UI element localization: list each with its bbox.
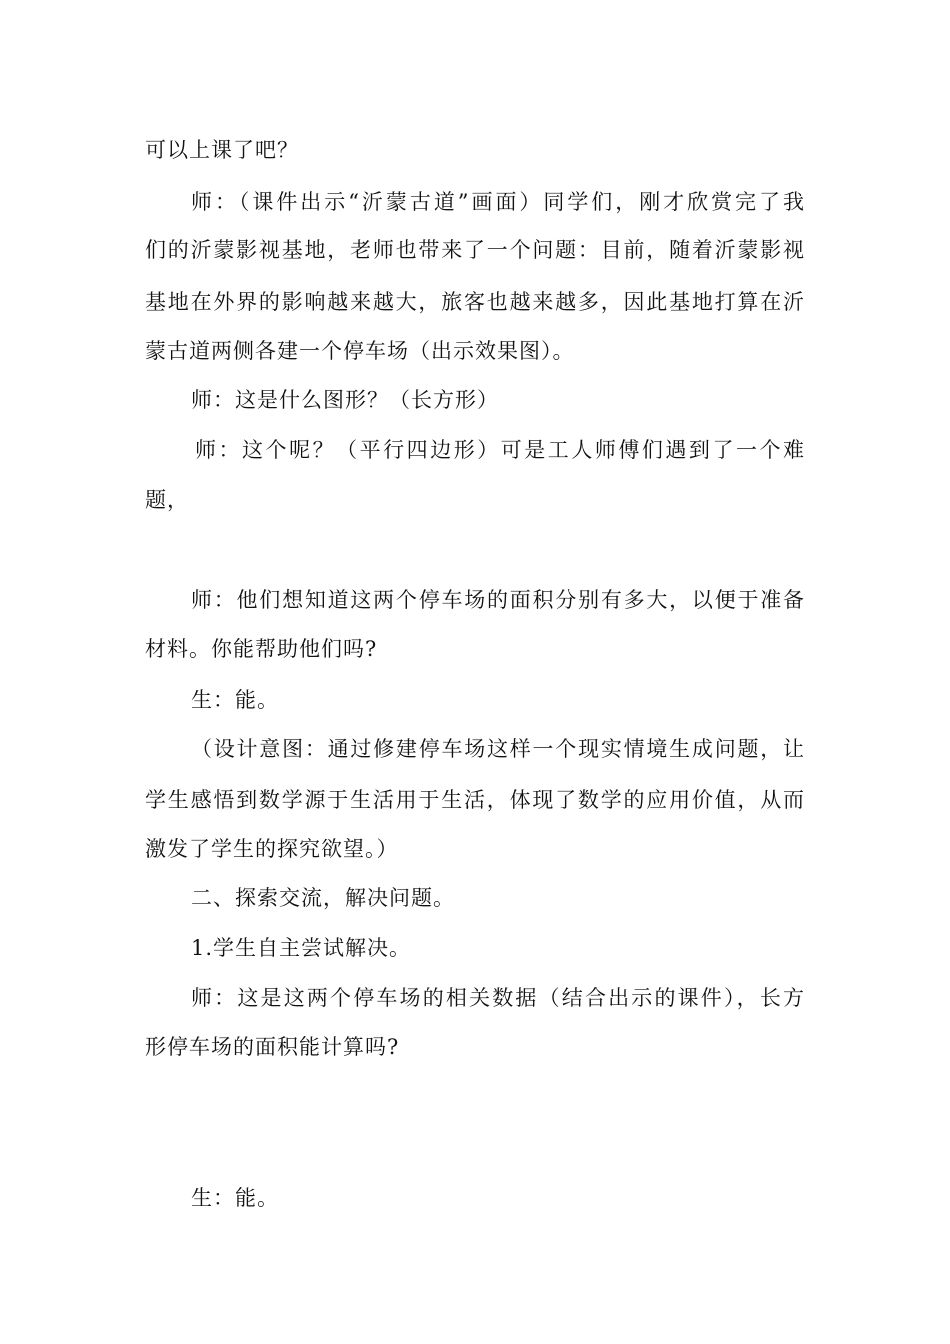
text-line: 学生感悟到数学源于生活用于生活，体现了数学的应用价值，从而 (145, 788, 805, 812)
text-line: 们的沂蒙影视基地，老师也带来了一个问题：目前，随着沂蒙影视 (145, 238, 805, 262)
text-line: 形停车场的面积能计算吗? (145, 1035, 400, 1059)
text-line: 材料。你能帮助他们吗? (145, 637, 378, 661)
text-line: 师：（课件出示“沂蒙古道”画面）同学们，刚才欣赏完了我 (191, 190, 805, 214)
text-line: 师：这个呢？（平行四边形）可是工人师傅们遇到了一个难 (195, 438, 805, 462)
text-line: 师：这是什么图形？（长方形） (191, 388, 499, 412)
text-line: 师：他们想知道这两个停车场的面积分别有多大，以便于准备 (191, 588, 805, 612)
text-line: 生：能。 (191, 1186, 279, 1210)
text-line: 基地在外界的影响越来越大，旅客也越来越多，因此基地打算在沂 (145, 290, 805, 314)
text-line: 蒙古道两侧各建一个停车场（出示效果图）。 (145, 339, 575, 363)
text-line: （设计意图：通过修建停车场这样一个现实情境生成问题，让 (191, 737, 805, 761)
text-line: 可以上课了吧？ (145, 138, 299, 162)
text-line: 师：这是这两个停车场的相关数据（结合出示的课件），长方 (191, 986, 805, 1010)
text-line: 题， (145, 488, 189, 512)
text-line: 生：能。 (191, 688, 279, 712)
text-line: 1.学生自主尝试解决。 (191, 936, 412, 960)
text-line: 激发了学生的探究欲望。） (145, 837, 399, 861)
text-line: 二、探索交流，解决问题。 (191, 886, 455, 910)
